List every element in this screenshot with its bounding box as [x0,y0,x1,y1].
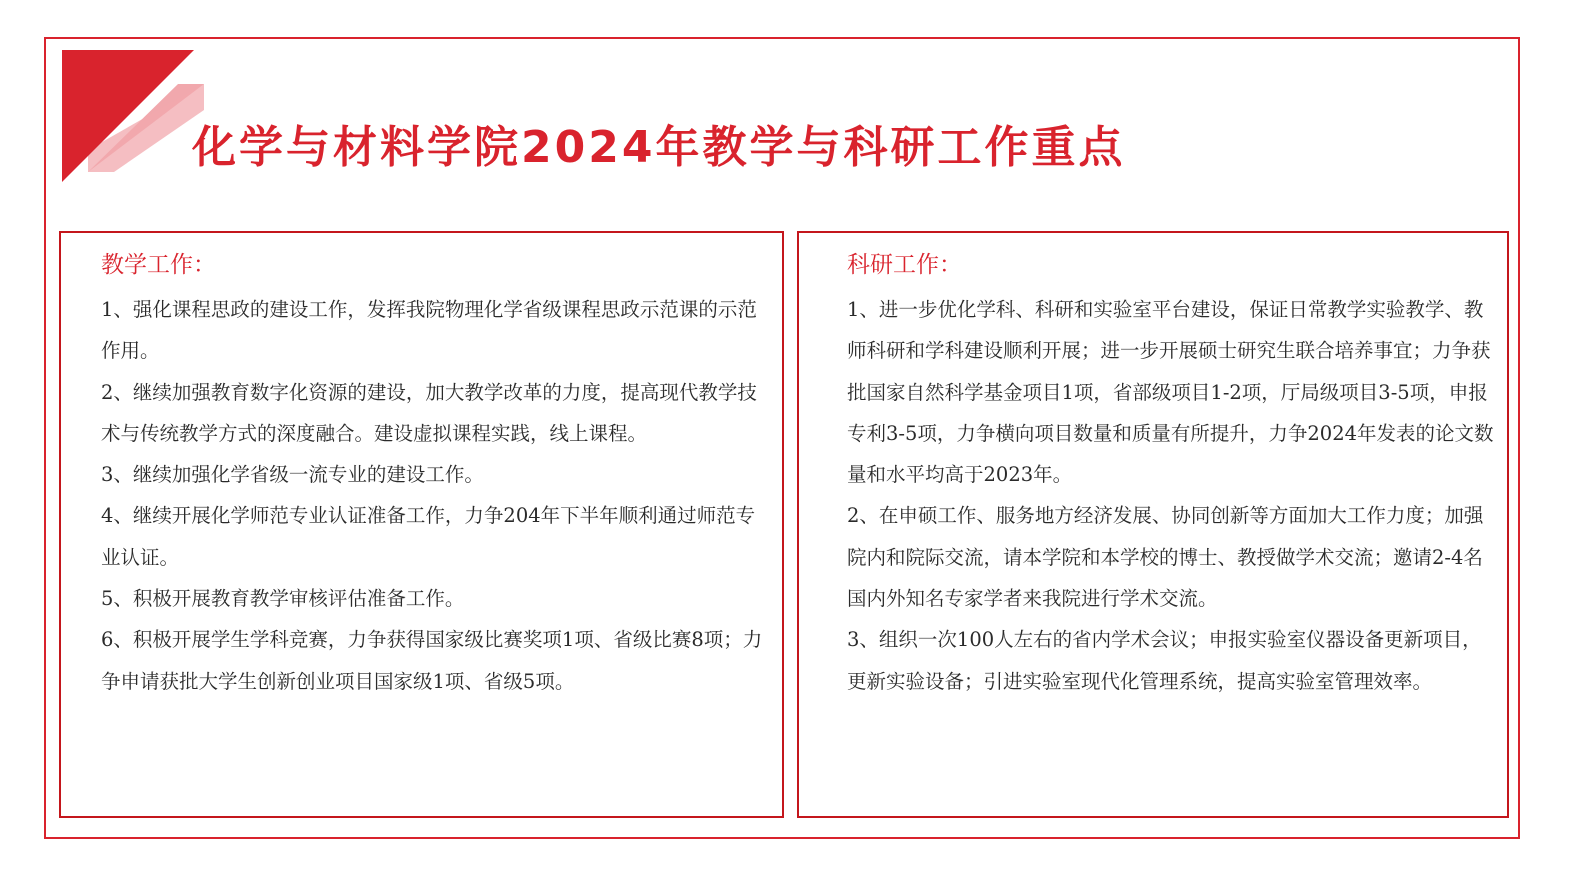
research-item: 1、进一步优化学科、科研和实验室平台建设，保证日常教学实验教学、教师科研和学科建设顺利开展；进一步开展硕士研究生联合培养事宜；力争获批国家自然科学基金项目1项，省部级项目1-2项，厅局级项目3-5项，申报专利3-5项，力争横向项目数量和质量有所提升，力争2024年发表的论文数量和水平均高于2023年。 [847,298,1494,487]
research-panel [797,231,1509,818]
research-item: 2、在申硕工作、服务地方经济发展、协同创新等方面加大工作力度；加强院内和院际交流，请本学院和本学校的博士、教授做学术交流；邀请2-4名国内外知名专家学者来我院进行学术交流。 [847,504,1484,611]
page-title: 化学与材料学院2024年教学与科研工作重点 [192,122,1126,173]
corner-triangle-decoration [62,50,212,185]
teaching-list [101,289,774,702]
teaching-heading: 教学工作： [101,252,216,278]
teaching-panel [59,231,784,818]
research-list [847,289,1499,702]
teaching-item: 6、积极开展学生学科竞赛，力争获得国家级比赛奖项1项、省级比赛8项；力争申请获批大学生创新创业项目国家级1项、省级5项。 [101,628,763,693]
teaching-item: 2、继续加强教育数字化资源的建设，加大教学改革的力度，提高现代教学技术与传统教学方式的深度融合。建设虚拟课程实践，线上课程。 [101,380,757,445]
teaching-item: 1、强化课程思政的建设工作，发挥我院物理化学省级课程思政示范课的示范作用。 [101,298,757,363]
research-heading: 科研工作： [847,252,962,278]
teaching-item: 3、继续加强化学省级一流专业的建设工作。 [101,463,484,487]
teaching-item: 4、继续开展化学师范专业认证准备工作，力争204年下半年顺利通过师范专业认证。 [101,504,756,569]
teaching-item: 5、积极开展教育教学审核评估准备工作。 [101,587,465,611]
research-item: 3、组织一次100人左右的省内学术会议；申报实验室仪器设备更新项目，更新实验设备；引进实验室现代化管理系统，提高实验室管理效率。 [847,628,1482,693]
